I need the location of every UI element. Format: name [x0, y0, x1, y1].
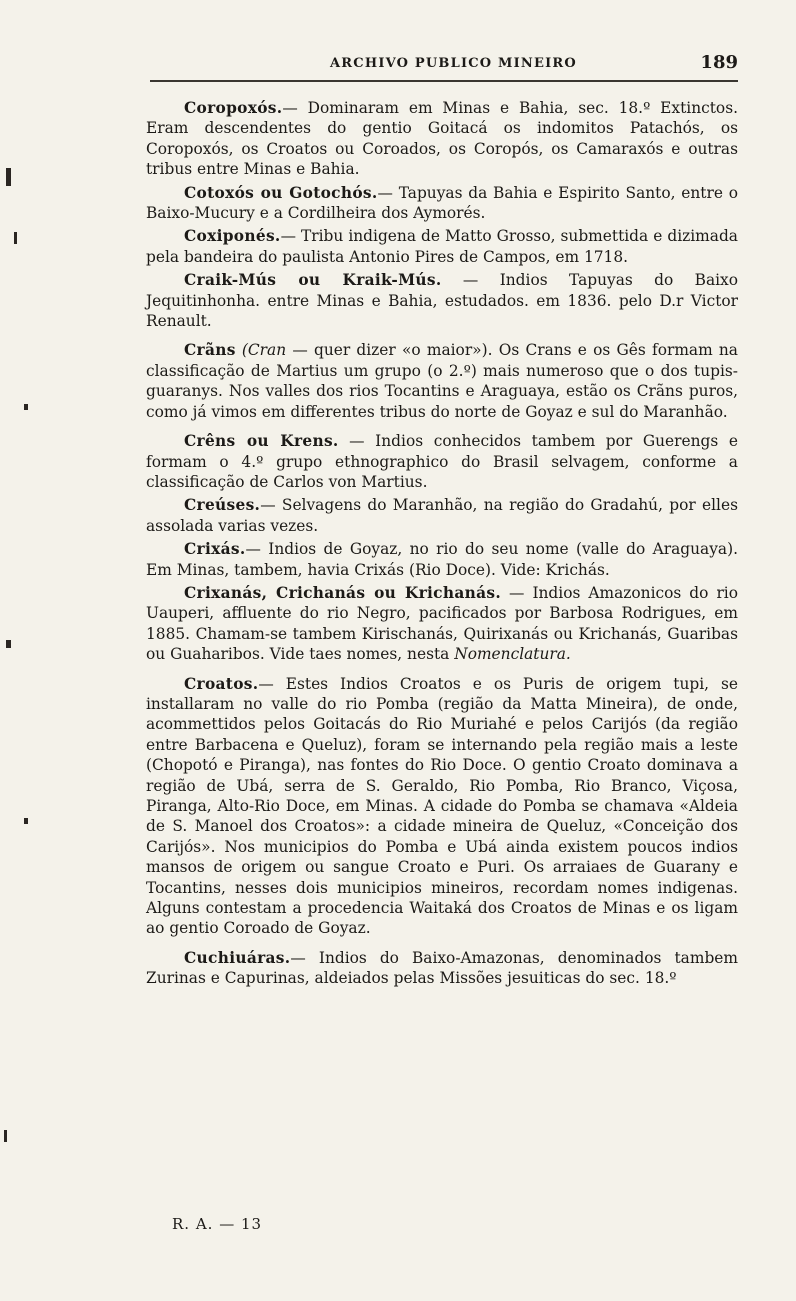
entry-cuchiuaras: [146, 948, 738, 989]
margin-speck: [14, 232, 17, 244]
entry-separator: —: [260, 496, 282, 515]
entry-crixanas: [146, 583, 738, 665]
entry-separator: —: [500, 583, 533, 602]
entry-separator: —: [280, 227, 301, 246]
entry-text: Indios do Baixo-Amazonas, denominados tambem Zurinas e Capurinas, aldeiados pelas Missões jesuiticas do sec. 18.º: [146, 948, 738, 988]
entry-cotoxos: [146, 183, 738, 224]
entry-separator: —: [377, 183, 399, 202]
entry-text: — quer dizer «o maior»). Os Crans e os Gês formam na classificação de Martius um grupo (o 2.º) mais numeroso que o dos tupis-guaranys. Nos valles dos rios Tocantins e Araguaya, estão os Crãns puros, como já vimos em differentes tribus do norte de Goyaz e sul do Maranhão.: [146, 341, 738, 421]
running-title: ARCHIVO PUBLICO MINEIRO: [330, 56, 577, 71]
entry-separator: —: [282, 99, 308, 117]
entry-term: Coxiponés.: [184, 227, 281, 246]
entry-crens: [146, 431, 738, 492]
entry-text: Selvagens do Maranhão, na região do Gradahú, por elles assolada varias vezes.: [146, 496, 738, 535]
entry-term: Coropoxós.: [184, 99, 283, 117]
entry-crans: [146, 340, 738, 422]
page-number: 189: [700, 52, 738, 73]
margin-speck: [4, 1130, 7, 1142]
entry-term: Cuchiuáras.: [184, 948, 291, 967]
entry-craik-mus: [146, 270, 738, 331]
header-rule: [150, 80, 738, 82]
margin-speck: [24, 818, 28, 824]
margin-speck: [6, 168, 11, 186]
entry-term: Croatos.: [184, 674, 259, 693]
entry-separator: —: [258, 674, 286, 693]
margin-speck: [24, 404, 28, 410]
entry-italic: (Cran: [241, 341, 287, 360]
entry-separator: —: [290, 948, 319, 967]
entry-term: Crixás.: [184, 540, 246, 559]
entry-text: Estes Indios Croatos e os Puris de origem tupi, se installaram no valle do rio Pomba (região da Matta Mineira), de onde, acommettidos pelos Goitacás do Rio Muriahé e pelos Carijós (da região entre Barbacena e Queluz), foram se internando pela região mais a leste (Chopotó e Piranga), nas fontes do Rio Doce. O gentio Croato dominava a região de Ubá, serra de S. Geraldo, Rio Pomba, Rio Branco, Viçosa, Piranga, Alto-Rio Doce, em Minas. A cidade do Pomba se chamava «Aldeia de S. Manoel dos Croatos»: a cidade mineira de Queluz, «Conceição dos Carijós». Nos municipios do Pomba e Ubá ainda existem poucos indios mansos de origem ou sangue Croato e Puri. Os arraiaes de Guarany e Tocantins, nesses dois municipios mineiros, recordam nomes indigenas. Alguns contestam a procedencia Waitaká dos Croatos de Minas e os ligam ao gentio Coroado de Goyaz.: [146, 674, 738, 938]
entry-crixas: [146, 539, 738, 580]
entry-term: Creúses.: [184, 496, 261, 515]
entry-creuses: [146, 495, 738, 536]
entry-term: Crêns ou Krens.: [184, 432, 339, 451]
glossary-entries: [146, 98, 738, 992]
entry-text: Tapuyas da Bahia e Espirito Santo, entre o Baixo-Mucury e a Cordilheira dos Aymorés.: [146, 183, 738, 223]
page-header: [150, 52, 738, 78]
entry-text: Indios Amazonicos do rio Uauperi, affluente do rio Negro, pacificados por Barbosa Rodrigues, em 1885. Chamam-se tambem Kirischanás, Quirixanás ou Krichanás, Guaribas ou Guaharibos. Vide taes nomes, nesta: [146, 583, 738, 664]
entry-italic: Nomenclatura.: [454, 645, 571, 664]
entry-text: Indios de Goyaz, no rio do seu nome (valle do Araguaya). Em Minas, tambem, havia Crixás (Rio Doce). Vide: Krichás.: [146, 540, 738, 579]
entry-text: Indios conhecidos tambem por Guerengs e formam o 4.º grupo ethnographico do Brasil selvagem, conforme a classificação de Carlos von Martius.: [146, 432, 738, 491]
margin-speck: [6, 640, 11, 648]
entry-term: Craik-Mús ou Kraik-Mús.: [184, 271, 442, 290]
entry-separator: —: [441, 271, 500, 290]
entry-term: Crãns: [184, 341, 236, 360]
signature-mark: R. A. — 13: [172, 1215, 263, 1233]
entry-term: Cotoxós ou Gotochós.: [184, 183, 378, 202]
entry-text: Indios Tapuyas do Baixo Jequitinhonha. entre Minas e Bahia, estudados. em 1836. pelo D.r Victor Renault.: [146, 271, 738, 331]
entry-separator: —: [245, 540, 269, 559]
entry-term: Crixanás, Crichanás ou Krichanás.: [184, 583, 501, 602]
entry-coropoxos: [146, 98, 738, 180]
entry-croatos: [146, 674, 738, 939]
entry-text: Tribu indigena de Matto Grosso, submettida e dizimada pela bandeira do paulista Antonio Pires de Campos, em 1718.: [146, 227, 738, 266]
entry-text: Dominaram em Minas e Bahia, sec. 18.º Extinctos. Eram descendentes do gentio Goitacá os indomitos Patachós, os Coropoxós, os Croatos ou Coroados, os Coropós, os Camaraxós e outras tribus entre Minas e Bahia.: [146, 99, 738, 179]
entry-separator: —: [338, 432, 376, 451]
entry-coxipones: [146, 226, 738, 267]
